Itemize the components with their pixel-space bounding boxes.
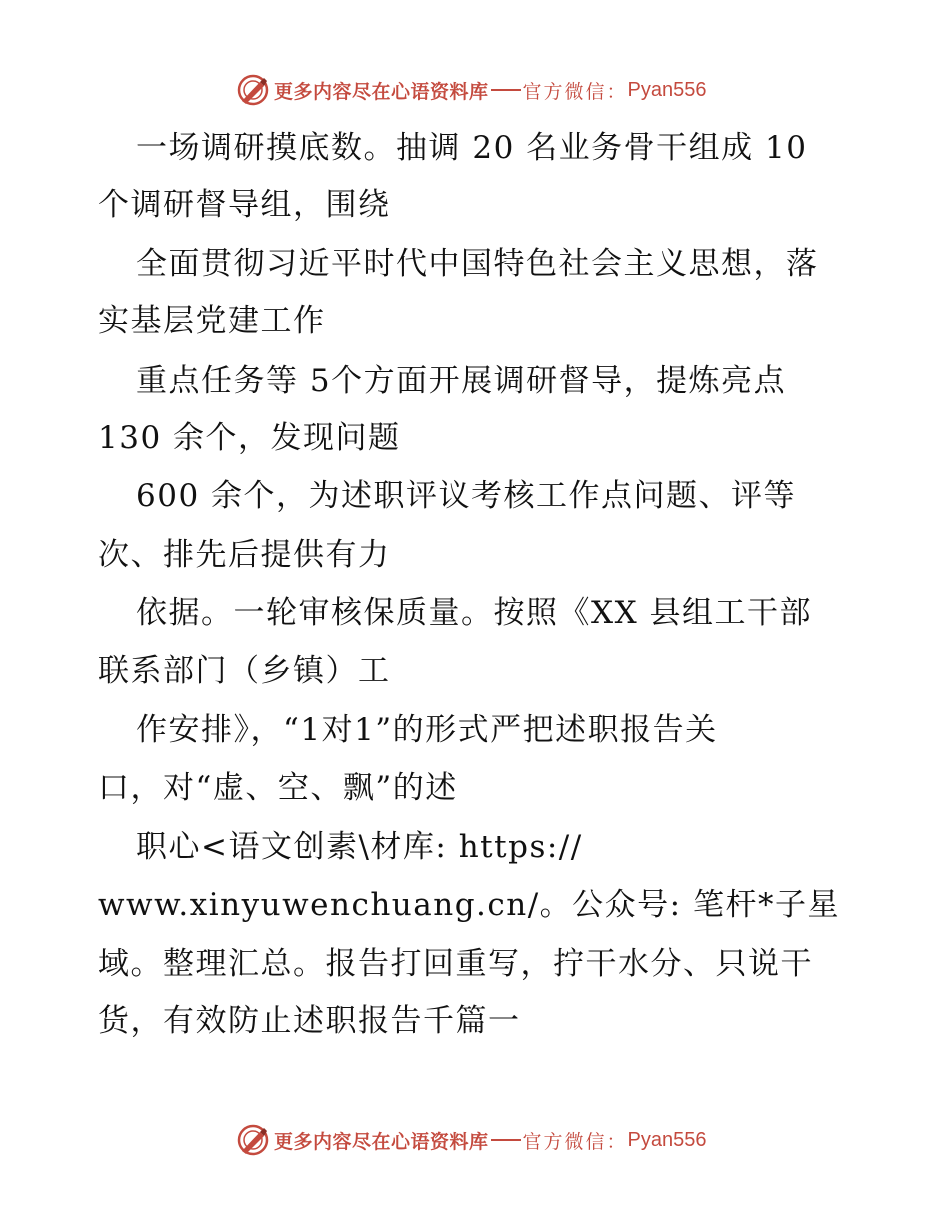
watermark-dash	[491, 89, 521, 91]
watermark-main-text: 更多内容尽在心语资料库	[274, 1130, 489, 1153]
body-line: 重点任务等 5个方面开展调研督导，提炼亮点	[136, 363, 787, 399]
body-line: 个调研督导组，围绕	[98, 187, 391, 223]
body-line: 联系部门（乡镇）工	[98, 653, 391, 689]
body-line: 作安排》，“1对1”的形式严把述职报告关	[136, 712, 718, 748]
body-line: 实基层党建工作	[98, 303, 326, 339]
watermark-account-text: Pyan556	[627, 1128, 707, 1151]
body-line: 依据。一轮审核保质量。按照《XX 县组工干部	[136, 595, 812, 631]
header-watermark-banner	[236, 72, 707, 108]
footer-watermark-banner	[236, 1122, 707, 1158]
pen-logo-icon	[236, 73, 270, 107]
body-line: 域。整理汇总。报告打回重写，拧干水分、只说干	[98, 946, 813, 982]
watermark-label-text: 官方微信：	[522, 80, 628, 103]
body-line: www.xinyuwenchuang.cn/。公众号: 笔杆*子星	[98, 887, 840, 923]
watermark-label-text: 官方微信：	[522, 1130, 628, 1153]
body-line: 职心<语文创素\材库: https://	[136, 829, 583, 865]
body-line: 货，有效防止述职报告千篇一	[98, 1003, 521, 1039]
watermark-account-text: Pyan556	[627, 78, 707, 101]
body-line: 口，对“虚、空、飘”的述	[98, 770, 458, 806]
watermark-dash	[491, 1139, 521, 1141]
watermark-main-text: 更多内容尽在心语资料库	[274, 80, 489, 103]
body-line: 一场调研摸底数。抽调 20 名业务骨干组成 10	[136, 130, 808, 166]
body-line: 次、排先后提供有力	[98, 537, 391, 573]
body-line: 600 余个，为述职评议考核工作点问题、评等	[136, 478, 797, 514]
body-line: 全面贯彻习近平时代中国特色社会主义思想，落	[136, 246, 819, 282]
body-line: 130 余个，发现问题	[98, 420, 401, 456]
pen-logo-icon	[236, 1123, 270, 1157]
